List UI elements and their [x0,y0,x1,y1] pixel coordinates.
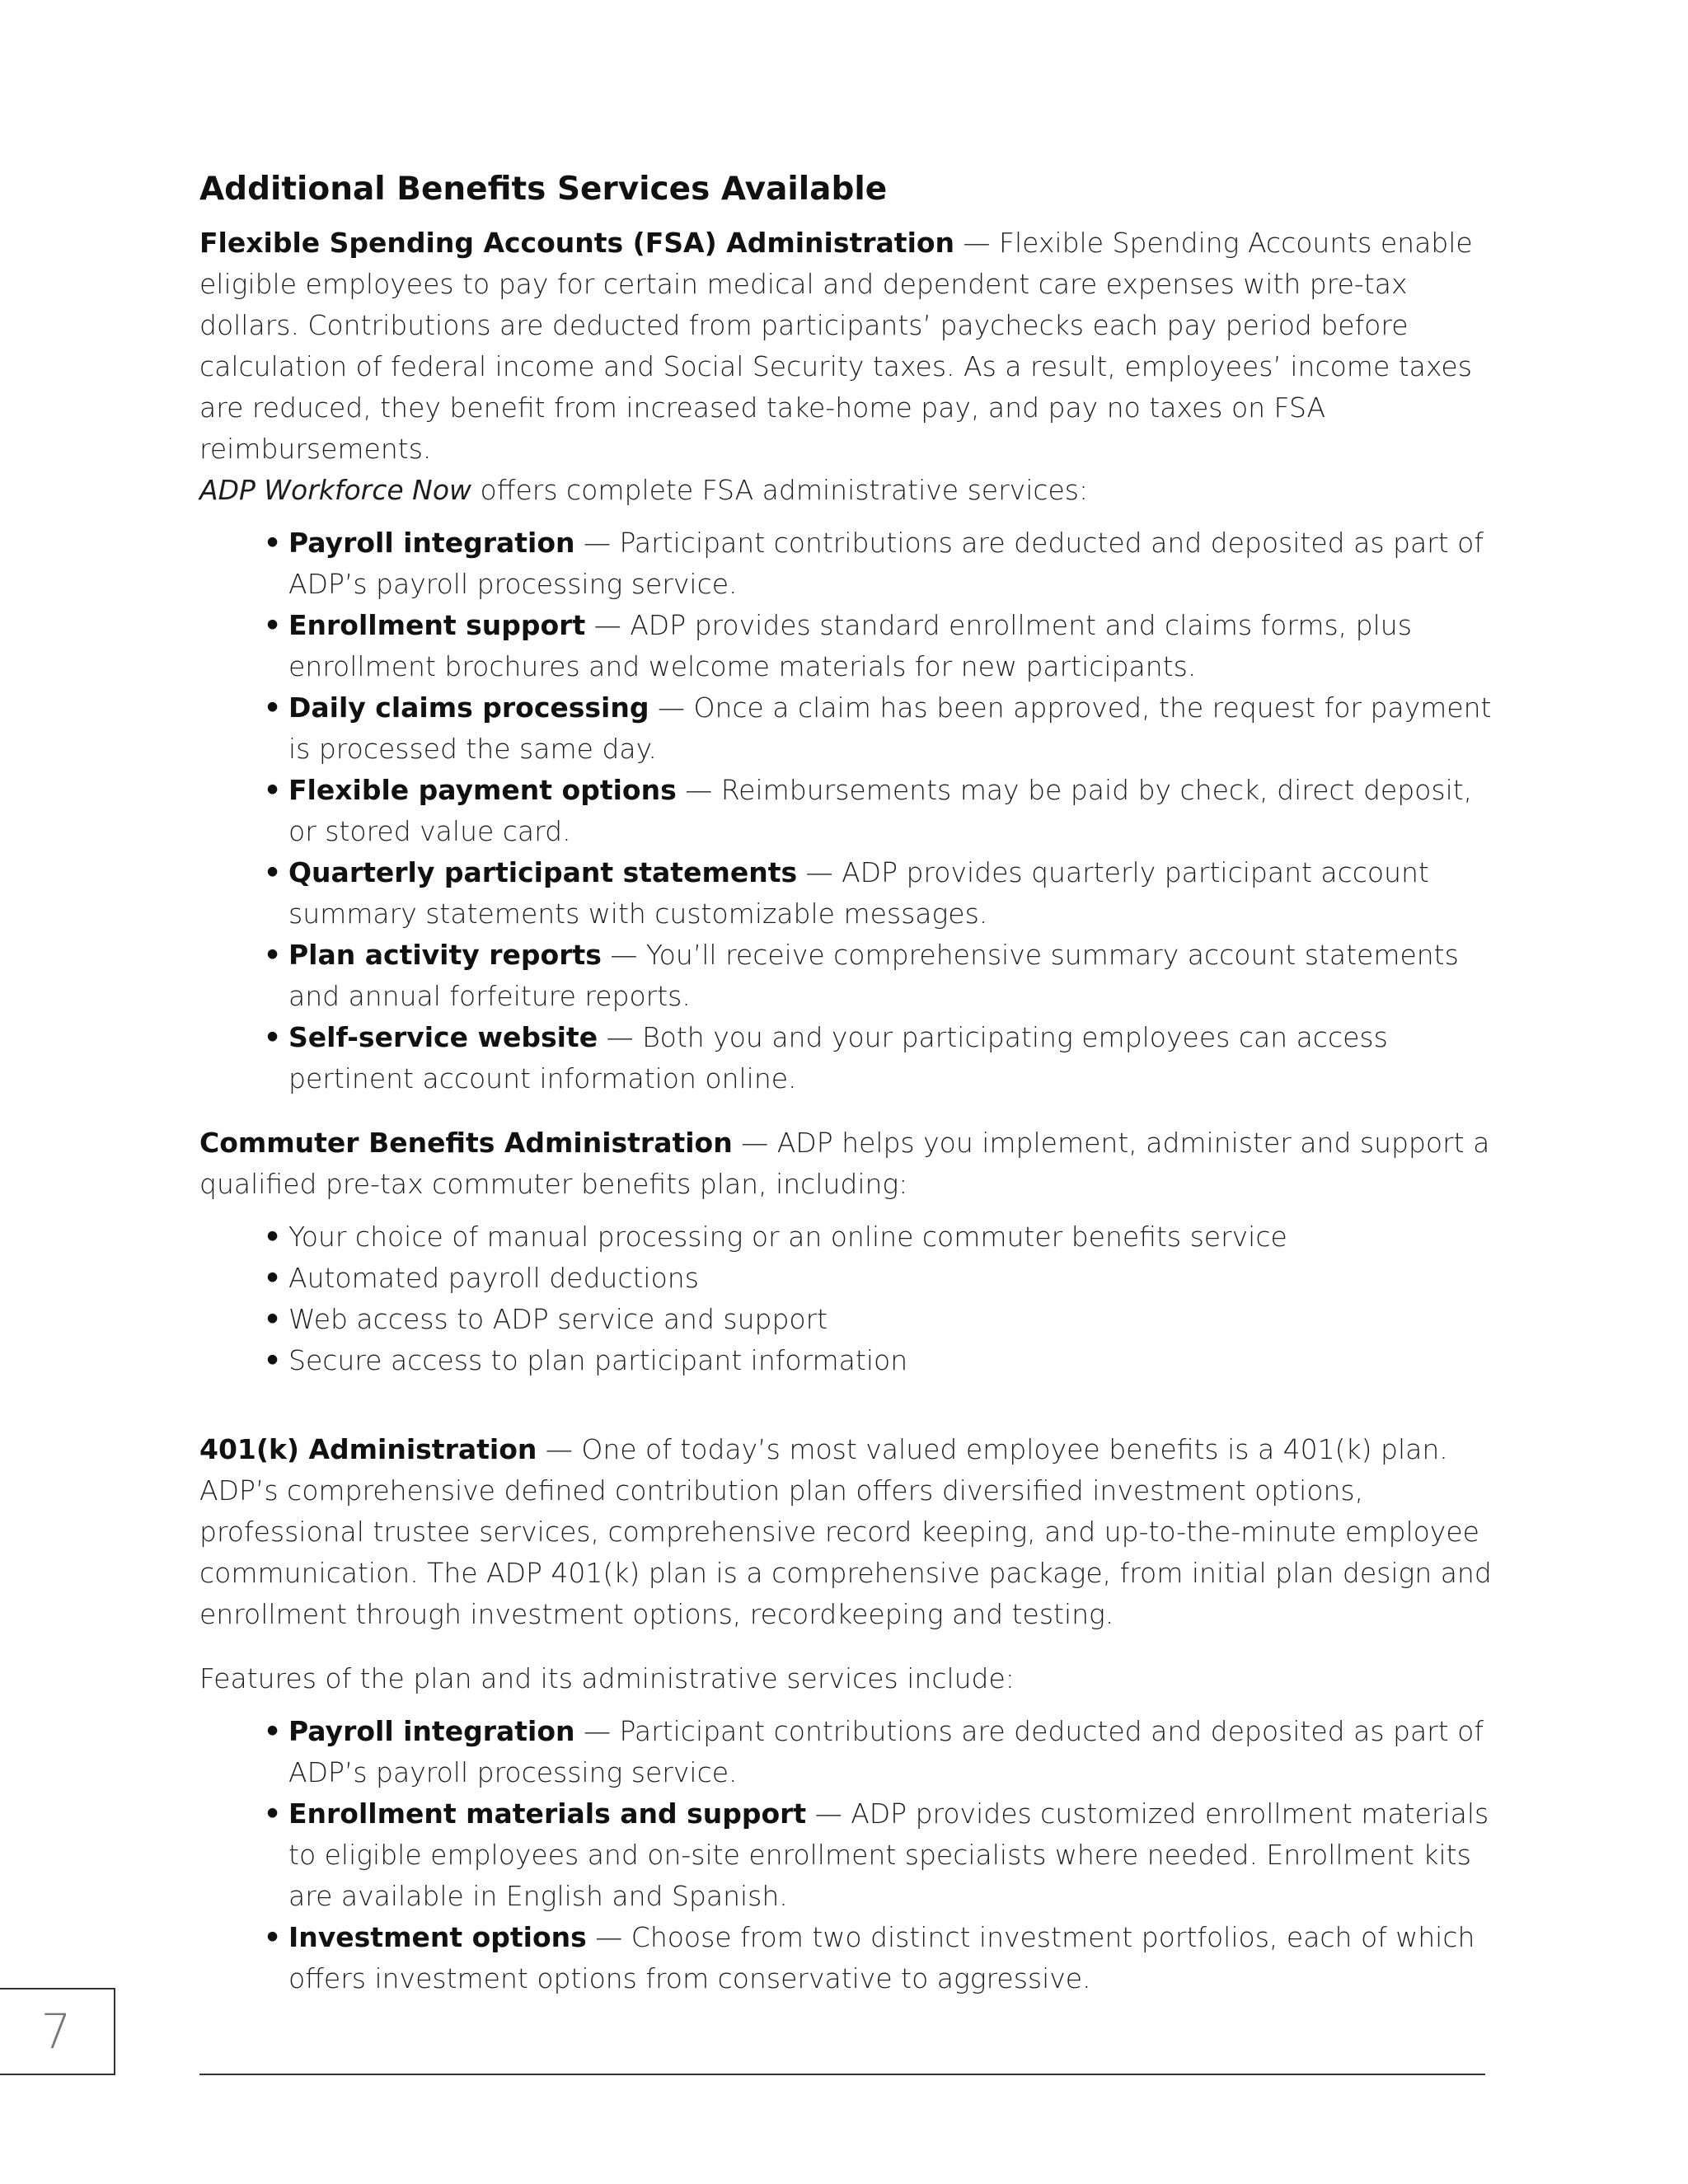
list-item [264,770,1493,852]
fsa-offers-paragraph [199,470,1493,511]
k401-features-list [199,1711,1493,1999]
list-item-text: — Both you and your participating employees can access pertinent account information online. [288,1021,1388,1094]
list-item: • Web access to ADP service and support [264,1299,1493,1340]
k401-features-intro: Features of the plan and its administrative services include: [199,1662,1015,1694]
list-item [264,1917,1493,1999]
list-item-text: — Participant contributions are deducted and deposited as part of ADP’s payroll processing service. [288,527,1484,600]
list-item [264,1793,1493,1917]
list-item: • Your choice of manual processing or an online commuter benefits service [264,1216,1493,1258]
list-item [264,687,1493,770]
list-item-text: — ADP provides quarterly participant account summary statements with customizable messages. [288,856,1429,930]
fsa-services-list [199,523,1493,1099]
document-page [199,166,1493,1999]
fsa-intro-text: — Flexible Spending Accounts enable eligible employees to pay for certain medical and dependent care expenses with pre-tax dollars. Contributions are deducted from participants’ paychecks each pay period before calculation of federal income and Social Security taxes. As a result, employees’ income taxes are reduced, they benefit from increased take-home pay, and pay no taxes on FSA reimbursements. [199,227,1473,465]
footer-divider [199,2074,1485,2075]
list-item-term: Enrollment support [288,609,586,641]
list-item-term: Enrollment materials and support [288,1797,807,1830]
list-item: • Secure access to plan participant information [264,1340,1493,1381]
list-item-term: Daily claims processing [288,691,649,724]
list-item [264,605,1493,687]
list-item-term: Payroll integration [288,527,575,559]
list-item-term: Investment options [288,1921,587,1953]
fsa-offers-text: offers complete FSA administrative services: [471,474,1089,506]
list-item [264,1017,1493,1099]
list-item-text: — ADP provides standard enrollment and claims forms, plus enrollment brochures and welcome materials for new participants. [288,609,1412,682]
k401-paragraph [199,1429,1493,1635]
fsa-intro-paragraph [199,223,1493,470]
list-item-term: Plan activity reports [288,939,602,971]
k401-term: 401(k) Administration [199,1433,537,1465]
list-item: • Automated payroll deductions [264,1258,1493,1299]
list-item-text: — You’ll receive comprehensive summary account statements and annual forfeiture reports. [288,939,1459,1012]
list-item-term: Quarterly participant statements [288,856,798,888]
fsa-term: Flexible Spending Accounts (FSA) Administration [199,227,955,259]
fsa-product-name: ADP Workforce Now [199,474,472,506]
commuter-term: Commuter Benefits Administration [199,1127,733,1159]
list-item [264,523,1493,605]
commuter-paragraph [199,1122,1493,1205]
list-item-text: — Once a claim has been approved, the request for payment is processed the same day. [288,691,1492,765]
list-item [264,1711,1493,1793]
list-item [264,852,1493,935]
list-item-text: — Participant contributions are deducted and deposited as part of ADP’s payroll processing service. [288,1715,1484,1788]
page-heading: Additional Benefits Services Available [199,171,888,208]
list-item-term: Flexible payment options [288,774,677,806]
list-item-text: — Reimbursements may be paid by check, direct deposit, or stored value card. [288,774,1473,847]
list-item-term: Payroll integration [288,1715,575,1747]
commuter-intro-text: — ADP helps you implement, administer and support a qualified pre-tax commuter benefits plan, including: [199,1127,1490,1200]
list-item-text: — Choose from two distinct investment portfolios, each of which offers investment options from conservative to aggressive. [288,1921,1475,1994]
list-item-term: Self-service website [288,1021,598,1053]
page-number: 7 [0,1988,115,2075]
commuter-services-list [199,1216,1493,1381]
list-item-text: — ADP provides customized enrollment materials to eligible employees and on-site enrollment specialists where needed. Enrollment kits are available in English and Spanish. [288,1797,1489,1912]
list-item [264,935,1493,1017]
k401-intro-text: — One of today’s most valued employee benefits is a 401(k) plan. ADP’s comprehensive defined contribution plan offers diversified investment options, professional trustee services, comprehensive record keeping, and up-to-the-minute employee communication. The ADP 401(k) plan is a comprehensive package, from initial plan design and enrollment through investment options, recordkeeping and testing. [199,1433,1492,1630]
